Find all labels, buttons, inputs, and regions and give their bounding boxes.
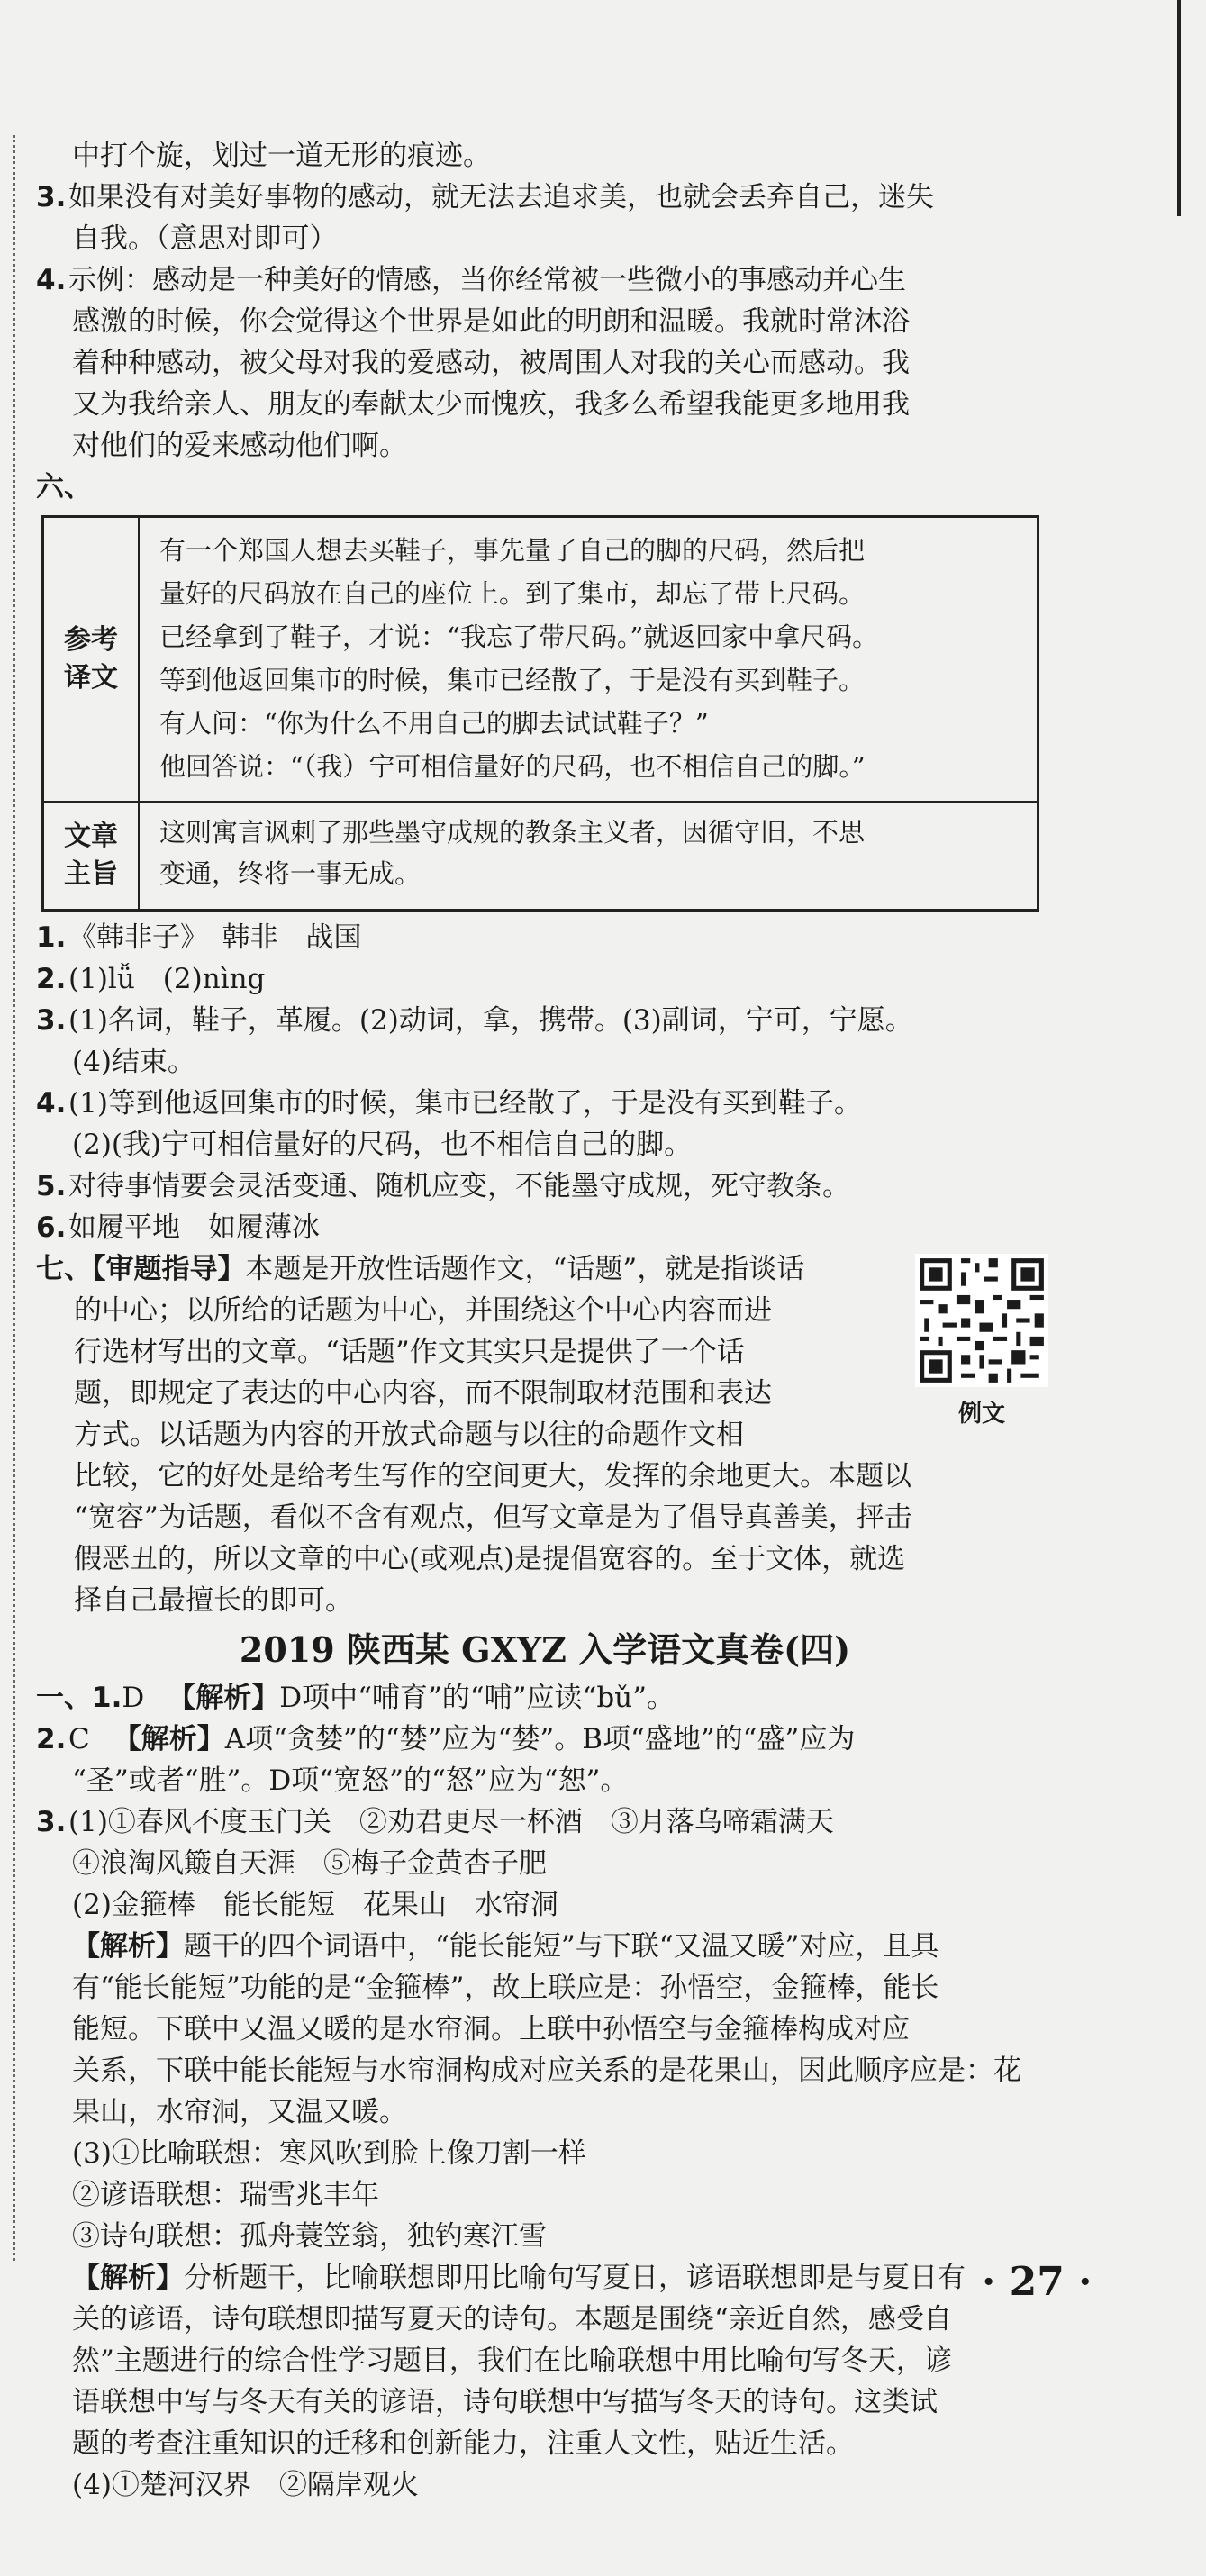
table-label-theme bbox=[43, 802, 140, 911]
part4-answer-2 bbox=[36, 1719, 1054, 1760]
item-number: 5. bbox=[36, 1170, 67, 1202]
answer-6-1 bbox=[36, 917, 1054, 958]
section-six-heading: 六、 bbox=[36, 471, 92, 503]
text-line: 的中心；以所给的话题为中心，并围绕这个中心内容而进 bbox=[74, 1294, 772, 1327]
text-line: (4)①楚河汉界 ②隔岸观火 bbox=[72, 2469, 419, 2501]
answer-3 bbox=[36, 177, 1054, 218]
text-line: “圣”或者“胜”。D项“宽怒”的“怒”应为“恕”。 bbox=[72, 1764, 629, 1797]
translation-table bbox=[41, 515, 1039, 912]
answer-letter: D bbox=[122, 1682, 145, 1714]
theme-text bbox=[139, 802, 1038, 911]
page-number: · 27 · bbox=[982, 2259, 1093, 2305]
text-line: 对待事情要会灵活变通、随机应变，不能墨守成规，死守教条。 bbox=[68, 1170, 850, 1202]
text-line: ④浪淘风簸自天涯 ⑤梅子金黄杏子肥 bbox=[72, 1847, 547, 1880]
text-line: 本题是开放性话题作文，“话题”，就是指谈话 bbox=[245, 1253, 805, 1285]
item-number: 3. bbox=[36, 1004, 67, 1037]
text-line: (1)名词，鞋子，革履。(2)动词，拿，携带。(3)副词，宁可，宁愿。 bbox=[68, 1004, 913, 1037]
text-line: (1)①春风不度玉门关 ②劝君更尽一杯酒 ③月落乌啼霜满天 bbox=[68, 1806, 834, 1838]
text-line: 如履平地 如履薄冰 bbox=[68, 1211, 320, 1244]
text-line: 对他们的爱来感动他们啊。 bbox=[72, 430, 407, 462]
text-line: D项中“哺育”的“哺”应读“bǔ”。 bbox=[279, 1682, 675, 1714]
text-line: 比较，它的好处是给考生写作的空间更大，发挥的余地更大。本题以 bbox=[74, 1460, 911, 1492]
text-line: 方式。以话题为内容的开放式命题与以往的命题作文相 bbox=[74, 1419, 744, 1451]
text-line: 中打个旋，划过一道无形的痕迹。 bbox=[72, 140, 491, 172]
part4-answer-1 bbox=[36, 1677, 1054, 1719]
text-line: 语联想中写与冬天有关的谚语，诗句联想中写描写冬天的诗句。这类试 bbox=[72, 2386, 938, 2418]
text-line: 自我。（意思对即可） bbox=[72, 222, 338, 255]
item-number: 一、1. bbox=[36, 1682, 122, 1714]
text-line: 有一个郑国人想去买鞋子，事先量了自己的脚的尺码，然后把 bbox=[159, 535, 866, 566]
text-line: 量好的尺码放在自己的座位上。到了集市，却忘了带上尺码。 bbox=[159, 578, 866, 609]
part4-answer-3 bbox=[36, 1801, 1054, 1843]
page-edge-rule bbox=[1177, 0, 1181, 216]
text-line: (4)结束。 bbox=[72, 1046, 195, 1078]
text-line: 有人问：“你为什么不用自己的脚去试试鞋子？” bbox=[159, 708, 709, 739]
guide-tag: 【审题指导】 bbox=[92, 1253, 246, 1285]
text-line: 题干的四个词语中，“能长能短”与下联“又温又暖”对应，且具 bbox=[184, 1930, 939, 1963]
text-line: (2)金箍棒 能长能短 花果山 水帘洞 bbox=[72, 1889, 558, 1921]
answer-content bbox=[36, 135, 1054, 2506]
label-text: 参考 bbox=[64, 624, 118, 656]
item-number: 4. bbox=[36, 264, 67, 296]
text-line: 果山，水帘洞，又温又暖。 bbox=[72, 2096, 407, 2128]
analysis-paragraph bbox=[36, 2257, 1054, 2299]
section-seven-heading: 七、 bbox=[36, 1253, 92, 1285]
answer-letter: C bbox=[68, 1723, 90, 1755]
item-number: 2. bbox=[36, 1723, 67, 1755]
item-number: 6. bbox=[36, 1211, 67, 1244]
text-line: 他回答说：“（我）宁可相信量好的尺码，也不相信自己的脚。” bbox=[159, 751, 866, 782]
qr-caption: 例文 bbox=[957, 1401, 1005, 1428]
qr-code-block[interactable] bbox=[910, 1254, 1054, 1429]
text-line: 《韩非子》 韩非 战国 bbox=[68, 921, 362, 954]
text-line: 题，即规定了表达的中心内容，而不限制取材范围和表达 bbox=[74, 1377, 772, 1410]
answer-6-4 bbox=[36, 1083, 1054, 1124]
answer-4 bbox=[36, 259, 1054, 301]
answer-6-2 bbox=[36, 958, 1054, 1000]
text-line: (1)lǚ (2)nìng bbox=[68, 963, 266, 995]
text-line: 行选材写出的文章。“话题”作文其实只是提供了一个话 bbox=[74, 1336, 745, 1368]
text-line: 能短。下联中又温又暖的是水帘洞。上联中孙悟空与金箍棒构成对应 bbox=[72, 2013, 910, 2045]
text-line: 题的考查注重知识的迁移和创新能力，注重人文性，贴近生活。 bbox=[72, 2427, 854, 2460]
text-line: 又为我给亲人、朋友的奉献太少而愧疚，我多么希望我能更多地用我 bbox=[72, 388, 910, 421]
qr-code-icon[interactable] bbox=[915, 1254, 1048, 1387]
exam-title: 2019 陕西某 GXYZ 入学语文真卷(四) bbox=[239, 1629, 851, 1670]
text-line: ②谚语联想：瑞雪兆丰年 bbox=[72, 2179, 379, 2211]
answer-6-3 bbox=[36, 1000, 1054, 1041]
section-seven-first-line bbox=[36, 1248, 1054, 1290]
answer-6-6 bbox=[36, 1207, 1054, 1248]
text-line: (1)等到他返回集市的时候，集市已经散了，于是没有买到鞋子。 bbox=[68, 1087, 862, 1120]
item-number: 4. bbox=[36, 1087, 67, 1120]
analysis-paragraph bbox=[36, 1926, 1054, 1967]
section-seven bbox=[36, 1248, 1054, 1621]
text-line: 然”主题进行的综合性学习题目，我们在比喻联想中用比喻句写冬天，谚 bbox=[72, 2345, 952, 2377]
item-number: 1. bbox=[36, 921, 67, 954]
text-line: 关的谚语，诗句联想即描写夏天的诗句。本题是围绕“亲近自然，感受自 bbox=[72, 2303, 952, 2336]
text-line: 已经拿到了鞋子，才说：“我忘了带尺码。”就返回家中拿尺码。 bbox=[159, 621, 879, 652]
answer-6-5 bbox=[36, 1166, 1054, 1207]
text-line: 着种种感动，被父母对我的爱感动，被周围人对我的关心而感动。我 bbox=[72, 347, 910, 379]
text-line: “宽容”为话题，看似不含有观点，但写文章是为了倡导真善美，抨击 bbox=[74, 1501, 912, 1534]
item-number: 2. bbox=[36, 963, 67, 995]
label-text: 主旨 bbox=[64, 858, 118, 890]
text-line: 等到他返回集市的时候，集市已经散了，于是没有买到鞋子。 bbox=[159, 665, 866, 695]
text-line: (2)(我)宁可相信量好的尺码，也不相信自己的脚。 bbox=[72, 1129, 693, 1161]
table-row bbox=[43, 802, 1038, 911]
analysis-tag: 【解析】 bbox=[113, 1723, 225, 1755]
text-line: 变通，终将一事无成。 bbox=[159, 858, 422, 889]
label-text: 译文 bbox=[64, 662, 118, 694]
analysis-tag: 【解析】 bbox=[72, 1930, 184, 1963]
item-number: 3. bbox=[36, 1806, 67, 1838]
analysis-tag: 【解析】 bbox=[72, 2262, 184, 2294]
text-line: 感激的时候，你会觉得这个世界是如此的明朗和温暖。我就时常沐浴 bbox=[72, 305, 910, 338]
text-line: (3)①比喻联想：寒风吹到脸上像刀割一样 bbox=[72, 2137, 586, 2170]
text-line: 分析题干，比喻联想即用比喻句写夏日，谚语联想即是与夏日有 bbox=[184, 2262, 966, 2294]
text-line: 如果没有对美好事物的感动，就无法去追求美，也就会丢弃自己，迷失 bbox=[68, 181, 934, 213]
text-line: 关系，下联中能长能短与水帘洞构成对应关系的是花果山，因此顺序应是：花 bbox=[72, 2054, 1021, 2087]
text-line: ③诗句联想：孤舟蓑笠翁，独钓寒江雪 bbox=[72, 2220, 547, 2253]
translation-text bbox=[139, 517, 1038, 803]
table-label-translation bbox=[43, 517, 140, 803]
text-line: 这则寓言讽刺了那些墨守成规的教条主义者，因循守旧，不思 bbox=[159, 817, 866, 848]
text-line: A项“贪婪”的“婪”应为“婪”。B项“盛地”的“盛”应为 bbox=[224, 1723, 856, 1755]
item-number: 3. bbox=[36, 181, 67, 213]
table-row bbox=[43, 517, 1038, 803]
text-line: 择自己最擅长的即可。 bbox=[74, 1584, 353, 1617]
analysis-tag: 【解析】 bbox=[168, 1682, 280, 1714]
text-line: 示例：感动是一种美好的情感，当你经常被一些微小的事感动并心生 bbox=[68, 264, 906, 296]
binding-dotted-line bbox=[13, 135, 15, 2261]
text-line: 假恶丑的，所以文章的中心(或观点)是提倡宽容的。至于文体，就选 bbox=[74, 1543, 906, 1575]
label-text: 文章 bbox=[64, 821, 118, 852]
text-line: 有“能长能短”功能的是“金箍棒”，故上联应是：孙悟空，金箍棒，能长 bbox=[72, 1972, 939, 2004]
